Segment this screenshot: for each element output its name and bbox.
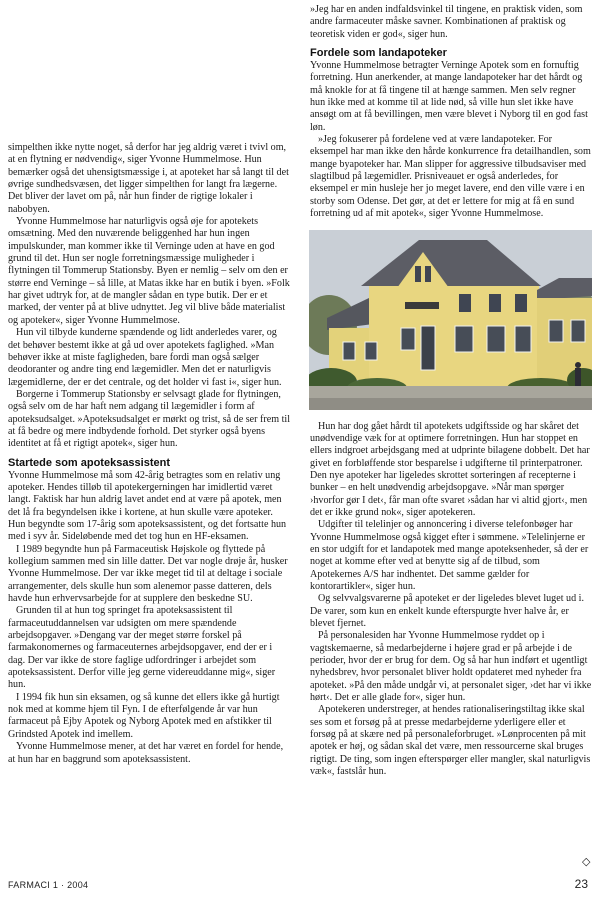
section-heading: Startede som apoteksassistent <box>8 456 171 469</box>
right-column <box>310 4 592 778</box>
page-number: 23 <box>574 877 588 891</box>
paragraph: På personalesiden har Yvonne Hummelmose ryddet op i vagtskemaerne, så medarbejderne i højere grad er på arbejde i de perioder, hvor der er brug for dem. Og så har hun indført et ugentligt nyhedsbrev, hvor personalet bliver holdt opdateret med nyheder fra apoteket. »På den måde undgår vi, at personalet siger, ›det har vi ikke hørt‹. Det er alle glade for«, siger hun. <box>310 630 592 704</box>
paragraph: Apotekeren understreger, at hendes rationaliseringstiltag ikke skal ses som et forsøg på at presse medarbejderne yderligere eller et forsøg på at skære ned på personaleforbruget. »Lønprocenten på mit apotek er høj, og sådan skal det være, men ressourcerne skal bruges rigtigt. De ting, som ingen efterspørger eller mangler, skal naturligvis væk«, fastslår hun. <box>310 704 591 778</box>
paragraph: Hun vil tilbyde kunderne spændende og lidt anderledes varer, og det behøver bestemt ikke at gå ud over apotekets faglighed. »Man behøver ikke at miste fagligheden, bare fordi man også sælger deodoranter og andre ting end lægemidler. Men det er naturligvis lægemidlerne, der er det centrale, og det holder vi fast i«, siger hun. <box>8 327 282 388</box>
right-column-top-text <box>310 4 592 221</box>
paragraph: simpelthen ikke nytte noget, så derfor har jeg aldrig været i tvivl om, at en flytning er nødvendig«, siger Yvonne Hummelmose. Hun bemærker også det uhensigtsmæssige i, at apoteket har så langt til det øvrige sundhedsvæsen, det ligger simpelthen for langt fra lægerne. Det bliver der lavet om på, når hun finder de rigtige lokaler i nabobyen. <box>8 142 289 215</box>
paragraph: Yvonne Hummelmose betragter Verninge Apotek som en fornuftig forretning. Hun anerkender, at mange landapoteker har det hårdt og må knokle for at få tingene til at hænge sammen. Men selv regner hun ikke med at komme til at lide nød, så ville hun slet ikke have ansøgt om at få bevillingen, men være blevet i Nyborg til en god fast løn. <box>310 60 588 133</box>
paragraph: Yvonne Hummelmose har naturligvis også øje for apotekets omsætning. Med den nuværende beliggenhed har hun ingen impulskunder, man kommer ikke til Verninge uden at have en god grund til det. Hun ser nogle forretningsmæssige muligheder i flytningen til Tommerup Stationsby. Byen er nemlig – selv om den er større end Verninge – så lille, at Matas ikke har en butik i byen. »Folk har givet udtryk for, at de mangler sådan en type butik. Der er et marked, der venter på at blive udnyttet. Jeg vil blive både materialist og apoteker«, siger Yvonne Hummelmose. <box>8 216 290 326</box>
paragraph: Og selvvalgsvarerne på apoteket er der ligeledes blevet luget ud i. De varer, som kun en enkelt kunde efterspurgte hver halve år, er blevet fjernet. <box>310 593 584 629</box>
right-column-bottom-text <box>310 421 592 779</box>
paragraph: Borgerne i Tommerup Stationsby er selvsagt glade for flytningen, også selv om de har haft nem adgang til lægemidler i form af apoteksudsalget. »Apoteksudsalget er mørkt og trist, så de ser frem til at få bedre og mere indbydende forhold. Det styrker også byens identitet at få et rigtigt apotek«, siger hun. <box>8 388 290 450</box>
paragraph: »Jeg fokuserer på fordelene ved at være landapoteker. For eksempel har man ikke den hårde konkurrence fra detailhandlen, som mange byapoteker har. Man slipper for aggressive tilbudsaviser med slagtilbud på lægemidler. Prisniveauet er også anderledes, for eksempel er min husleje her jo meget lavere, end den ville være i en storby som Odense. Det gør, at det er lettere for mig at få en sund forretning ud af mit apotek«, siger Yvonne Hummelmose. <box>310 134 591 220</box>
page-footer <box>0 877 600 899</box>
paragraph: Yvonne Hummelmose må som 42-årig betragtes som en relativ ung apoteker. Hendes tilløb til apotekergerningen har imidlertid været langt. Faktisk har hun aldrig lavet andet end at være på apotek, men det lå fra begyndelsen ikke i kortene, at hun skulle være apoteker. Hun begyndte som 17-årig som apoteksassistent, og det fortsatte hun med i syv år. Sideløbende med det tog hun en HF-eksamen. <box>8 469 287 543</box>
end-of-article-marker: ◇ <box>582 855 591 868</box>
paragraph: Udgifter til telelinjer og annoncering i diverse telefonbøger har Yvonne Hummelmose også kigget efter i sømmene. »Telelinjerne er en stor udgift for et landapotek med mange apoteksenheder, så der er noget at komme efter ved at benytte sig af de tilbud, som Apotekernes A/S har indhentet. Det samme gælder for kontorartikler«, siger hun. <box>310 519 589 592</box>
section-heading: Fordele som landapoteker <box>310 47 447 60</box>
building-photo <box>309 230 592 410</box>
paragraph: Hun har dog gået hårdt til apotekets udgiftsside og har skåret det unødvendige væk for at optimere forretningen. Hun har stoppet en ellers indgroet arbejdsgang med at udprinte bilagene dobbelt. Det har givet en forbløffende stor besparelse i udgifterne til printerpatroner. Den nye apoteker har ligeledes skrottet sorteringen af recepterne i bunker – en helt unødvendig arbejdsopgave. »Når man spørger ›hvorfor gør I det‹, får man ofte svaret ›sådan har vi altid gjort‹, men det er ikke grund nok«, siger apotekeren. <box>310 420 590 518</box>
left-column <box>8 142 290 766</box>
paragraph: I 1989 begyndte hun på Farmaceutisk Højskole og flyttede på kollegium sammen med sin lille datter. Det var nogle drøje år, husker Yvonne Hummelmose. Der var ikke meget tid til at deltage i sociale arrangementer, dels skulle hun som alenemor passe datteren, dels havde hun erhvervsarbejde for at supplere den beskedne SU. <box>8 543 288 605</box>
paragraph: I 1994 fik hun sin eksamen, og så kunne det ellers ikke gå hurtigt nok med at komme hjem til Fyn. I de efterfølgende år var hun farmaceut på Ejby Apotek og Nyborg Apotek med en afstikker til Grindsted Apotek ind imellem. <box>8 691 280 740</box>
paragraph: Grunden til at hun tog springet fra apoteksassistent til farmaceutuddannelsen var udsigten om mere spændende arbejdsopgaver. »Dengang var der meget større forskel på farmakonomernes og farmaceuternes arbejdsopgaver, end der er i dag. Der var ikke de store faglige udfordringer i arbejdet som apoteksassistent. Derfor ville jeg gerne videreuddanne mig«, siger hun. <box>8 605 276 691</box>
paragraph: »Jeg har en anden indfaldsvinkel til tingene, en praktisk viden, som andre farmaceuter måske savner. Kombinationen af praktisk og teoretisk viden er god«, siger hun. <box>310 4 583 40</box>
paragraph: Yvonne Hummelmose mener, at det har været en fordel for hende, at hun har en baggrund som apoteksassistent. <box>8 741 284 765</box>
publication-name: FARMACI 1 · 2004 <box>8 880 89 890</box>
